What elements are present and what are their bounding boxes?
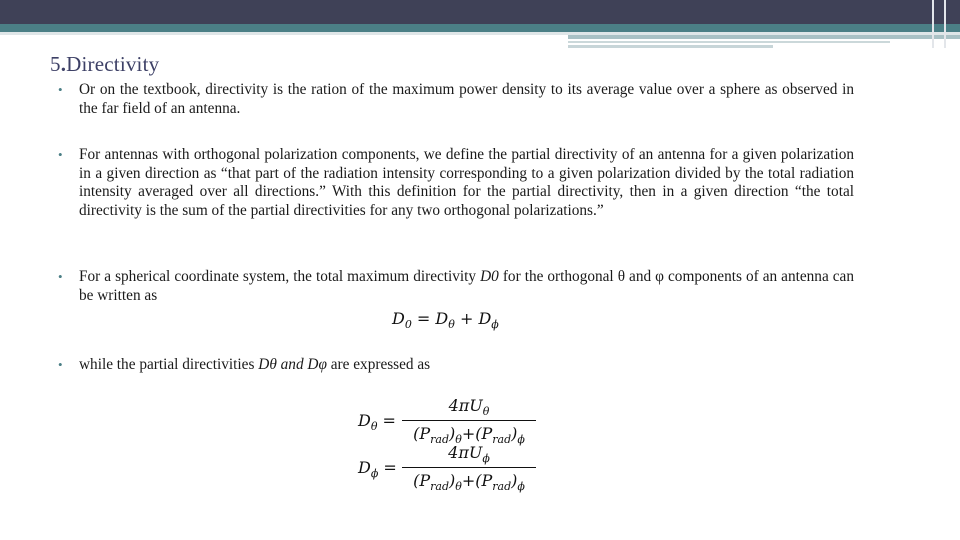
- fraction-bar: [402, 467, 536, 468]
- eq-subscript: θ: [455, 433, 462, 447]
- fraction-denominator: [402, 471, 536, 493]
- bullet-directivity-definition: [79, 81, 854, 118]
- eq-subscript: rad: [492, 480, 512, 494]
- eq-symbol: D: [478, 309, 492, 328]
- eq-symbol: D: [358, 411, 371, 430]
- eq-symbol: D: [358, 458, 371, 477]
- eq-numerator-text: 4πU: [448, 443, 483, 462]
- fraction-numerator: [402, 443, 536, 465]
- equation-dphi-lhs: [358, 458, 397, 480]
- eq-subscript: θ: [370, 420, 378, 434]
- bullet-text: are expressed as: [326, 356, 431, 373]
- bullet-text: Or on the textbook, directivity is the ration of the maximum power density to its average value over a sphere as observed in the far field of an antenna.: [79, 81, 854, 117]
- eq-equals: =: [383, 458, 397, 477]
- eq-subscript: ϕ: [370, 467, 379, 481]
- bullet-text: For antennas with orthogonal polarization components, we define the partial directivity of an antenna for a given polarization in a given direction as “that part of the radiation intensity corresponding to a given polarization divided by the total radiation intensity averaged over all directions.” With this definition for the partial directivity, then in a given direction “the total directivity is the sum of the partial directivities for any two orthogonal polarizations.”: [79, 146, 854, 219]
- bullet-text: for the orthogonal θ and φ components of an antenna can be written as: [79, 268, 854, 304]
- equation-dphi-fraction: [402, 443, 536, 493]
- eq-subscript: ϕ: [482, 452, 490, 466]
- bullet-partial-expressions: [79, 356, 854, 375]
- equation-total-directivity: [392, 309, 499, 331]
- bullet-partial-directivity: [79, 146, 854, 220]
- eq-numerator-text: 4πU: [448, 396, 483, 415]
- title-dot: .: [60, 52, 67, 76]
- header-vertical-line: [932, 0, 934, 48]
- eq-subscript: rad: [430, 480, 449, 494]
- eq-plus: +: [461, 424, 476, 444]
- eq-symbol: D: [435, 309, 449, 328]
- top-header-bar: [0, 0, 960, 24]
- eq-term: (P: [413, 424, 431, 444]
- eq-term: (P: [475, 424, 493, 444]
- eq-subscript: rad: [492, 433, 512, 447]
- header-decor-line: [568, 41, 890, 43]
- eq-term: (P: [475, 471, 493, 491]
- bullet-text: For a spherical coordinate system, the total maximum directivity: [79, 268, 481, 285]
- eq-plus: +: [459, 309, 474, 328]
- eq-equals: =: [382, 411, 396, 430]
- eq-subscript: 0: [404, 318, 412, 332]
- equation-dtheta-lhs: [358, 411, 396, 433]
- eq-term: (P: [413, 471, 431, 491]
- eq-paren: ): [511, 471, 518, 491]
- eq-subscript: ϕ: [517, 480, 525, 494]
- eq-subscript: θ: [448, 318, 455, 332]
- header-vertical-line: [944, 0, 946, 48]
- eq-paren: ): [448, 471, 456, 491]
- directivity-symbol: D0: [480, 268, 499, 285]
- eq-subscript: ϕ: [491, 318, 499, 332]
- slide-title: [50, 52, 159, 77]
- eq-paren: ): [448, 424, 456, 444]
- eq-subscript: ϕ: [517, 433, 525, 447]
- title-number: 5: [50, 52, 61, 76]
- bullet-text: while the partial directivities: [79, 356, 259, 373]
- eq-paren: ): [511, 424, 518, 444]
- header-decor-band: [568, 35, 960, 39]
- eq-subscript: θ: [482, 405, 490, 419]
- eq-subscript: θ: [455, 480, 462, 494]
- header-accent-stripe: [0, 24, 960, 32]
- header-decor-line-short: [568, 45, 773, 48]
- eq-equals: =: [416, 309, 431, 328]
- title-text: Directivity: [66, 52, 160, 76]
- eq-plus: +: [461, 471, 476, 491]
- fraction-bar: [402, 420, 536, 421]
- equation-dtheta-fraction: [402, 396, 536, 446]
- eq-symbol: D: [392, 309, 405, 328]
- fraction-numerator: [402, 396, 536, 418]
- eq-subscript: rad: [430, 433, 449, 447]
- partial-directivity-symbols: Dθ and Dφ: [258, 356, 327, 373]
- bullet-total-directivity: [79, 268, 854, 305]
